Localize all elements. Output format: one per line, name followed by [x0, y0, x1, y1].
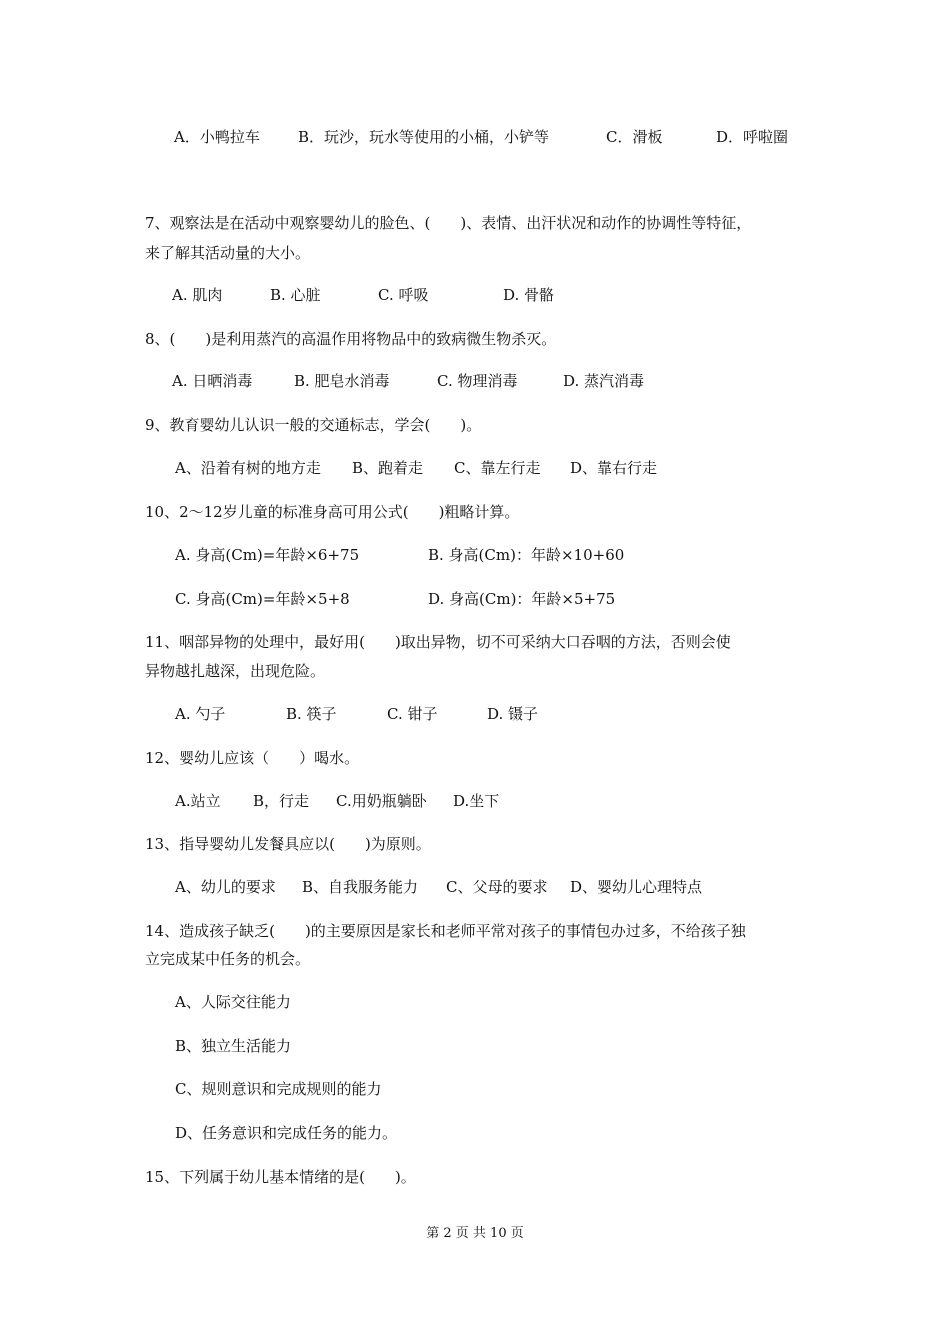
q10-option-d: D. 身高(Cm)：年龄×5+75 [428, 590, 616, 608]
q11-stem-text-1: 11、咽部异物的处理中，最好用( )取出异物，切不可采纳大口吞咽的方法，否则会使 [145, 633, 731, 651]
q7-option-d: D. 骨骼 [503, 286, 555, 304]
q7-option-a: A. 肌肉 [172, 286, 223, 304]
q10-stem [0, 497, 950, 527]
q11-stem-text-2: 异物越扎越深，出现危险。 [145, 662, 326, 680]
q14-option-b: B、独立生活能力 [175, 1037, 292, 1055]
q9-stem [0, 410, 950, 440]
page-footer: 第 2 页 共 10 页 [426, 1226, 524, 1241]
q13-option-a: A、幼儿的要求 [175, 878, 276, 896]
q8-stem [0, 324, 950, 354]
q6-option-b: B．玩沙，玩水等使用的小桶，小铲等 [298, 128, 550, 146]
q6-option-d: D．呼啦圈 [716, 128, 789, 146]
q11-option-d: D. 镊子 [487, 705, 539, 723]
q10-option-b: B. 身高(Cm)：年龄×10+60 [428, 546, 625, 564]
q14-option-c: C、规则意识和完成规则的能力 [175, 1080, 382, 1098]
q11-option-a: A. 勺子 [175, 705, 226, 723]
q11-stem-line2 [0, 656, 950, 686]
q8-option-a: A. 日晒消毒 [172, 372, 253, 390]
q8-option-c: C. 物理消毒 [437, 372, 518, 390]
q9-option-c: C、靠左行走 [454, 459, 541, 477]
q7-stem-text-1: 7、观察法是在活动中观察婴幼儿的脸色、( )、表情、出汗状况和动作的协调性等特征， [145, 214, 752, 232]
q14-stem-text-2: 立完成某中任务的机会。 [145, 950, 311, 968]
q14-option-d: D、任务意识和完成任务的能力。 [175, 1124, 398, 1142]
q7-options [0, 280, 950, 310]
q9-stem-text: 9、教育婴幼儿认识一般的交通标志，学会( )。 [145, 416, 482, 434]
q9-option-d: D、靠右行走 [570, 459, 658, 477]
q14-option-a: A、人际交往能力 [175, 993, 291, 1011]
q11-options [0, 699, 950, 729]
q7-option-b: B. 心脏 [270, 286, 321, 304]
q11-stem-line1 [0, 627, 950, 657]
q14-option-a-line [0, 987, 950, 1017]
q7-stem-text-2: 来了解其活动量的大小。 [145, 244, 311, 262]
q12-option-d: D.坐下 [453, 792, 500, 810]
q14-stem-line1 [0, 916, 950, 946]
q14-option-c-line [0, 1074, 950, 1104]
q6-option-c: C．滑板 [606, 128, 663, 146]
q14-stem-line2 [0, 944, 950, 974]
q12-option-b: B，行走 [253, 792, 310, 810]
q8-option-d: D. 蒸汽消毒 [563, 372, 645, 390]
q14-stem-text-1: 14、造成孩子缺乏( )的主要原因是家长和老师平常对孩子的事情包办过多，不给孩子独 [145, 922, 746, 940]
q12-options [0, 786, 950, 816]
q13-option-c: C、父母的要求 [446, 878, 548, 896]
q8-options [0, 366, 950, 396]
q13-option-d: D、婴幼儿心理特点 [570, 878, 703, 896]
q9-options [0, 453, 950, 483]
q10-options-row1 [0, 540, 950, 570]
q10-option-a: A. 身高(Cm)=年龄×6+75 [175, 546, 360, 564]
q8-stem-text: 8、( )是利用蒸汽的高温作用将物品中的致病微生物杀灭。 [145, 330, 557, 348]
q12-option-a: A.站立 [175, 792, 221, 810]
q9-option-b: B、跑着走 [352, 459, 424, 477]
q7-stem-line1 [0, 208, 950, 238]
q12-stem-text: 12、婴幼儿应该（ ）喝水。 [145, 749, 360, 767]
q13-options [0, 872, 950, 902]
q10-options-row2 [0, 584, 950, 614]
q15-stem-text: 15、下列属于幼儿基本情绪的是( )。 [145, 1168, 416, 1186]
q10-option-c: C. 身高(Cm)=年龄×5+8 [175, 590, 350, 608]
q11-option-c: C. 钳子 [387, 705, 438, 723]
q15-stem [0, 1162, 950, 1192]
q12-option-c: C.用奶瓶躺卧 [336, 792, 427, 810]
q13-stem-text: 13、指导婴幼儿发餐具应以( )为原则。 [145, 835, 431, 853]
q8-option-b: B. 肥皂水消毒 [294, 372, 390, 390]
q13-stem [0, 829, 950, 859]
q9-option-a: A、沿着有树的地方走 [175, 459, 321, 477]
q7-stem-line2 [0, 238, 950, 268]
q14-option-b-line [0, 1031, 950, 1061]
q11-option-b: B. 筷子 [286, 705, 337, 723]
q13-option-b: B、自我服务能力 [302, 878, 419, 896]
q6-option-a: A．小鸭拉车 [174, 128, 260, 146]
q6-options [0, 122, 950, 152]
q10-stem-text: 10、2～12岁儿童的标准身高可用公式( )粗略计算。 [145, 503, 520, 521]
q7-option-c: C. 呼吸 [378, 286, 429, 304]
q14-option-d-line [0, 1118, 950, 1148]
q12-stem [0, 743, 950, 773]
